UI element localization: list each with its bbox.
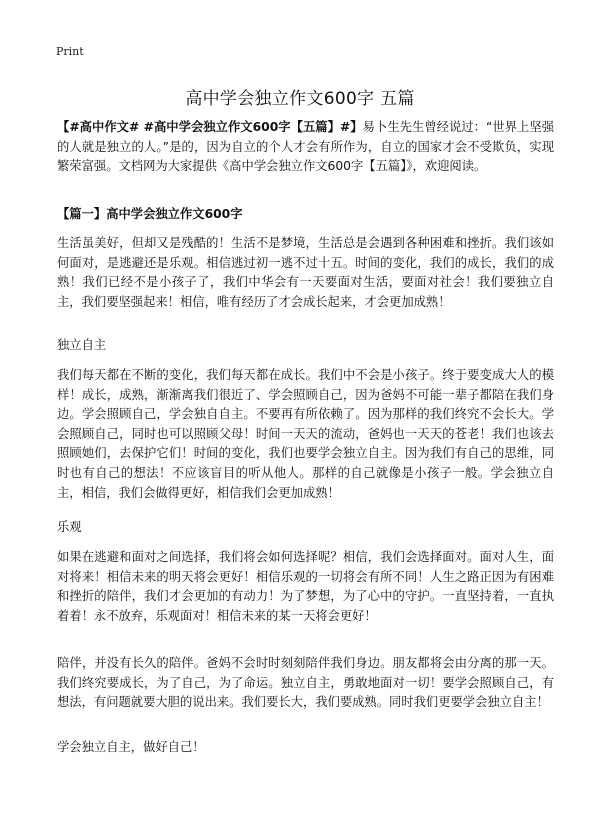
paragraph-2: 我们每天都在不断的变化，我们每天都在成长。我们中不会是小孩子。终于要变成大人的模样！成长，成熟，渐渐离我们很近了、学会照顾自己，因为爸妈不可能一辈子都陪在我们身边。学会照顾自己，学会独自自主。不要再有所依赖了。因为那样的我们终究不会长大。学会照顾自己，同时也可以照顾父母！时间一天天的流动，爸妈也一天天的苍老！我们也该去照顾她们，去保护它们！时间的变化，我们也要学会独立自主。因为我们有自己的思维，同时也有自己的想法！不应该盲目的听从他人。那样的自己就像是小孩子一般。学会独立自主，相信，我们会做得更好，相信我们会更加成熟！ bbox=[57, 368, 554, 500]
paragraph-3: 如果在逃避和面对之间选择，我们将会如何选择呢？相信，我们会选择面对。面对人生，面对将来！相信未来的明天将会更好！相信乐观的一切将会有所不同！人生之路正因为有困难和挫折的陪伴，我们才会更加的有动力！为了梦想，为了心中的守护。一直坚持着，一直执着着！永不放弃，乐观面对！相信未来的某一天将会更好！ bbox=[57, 550, 554, 623]
article-title: 高中学会独立作文600字 五篇 bbox=[185, 89, 415, 109]
print-link[interactable]: Print bbox=[56, 45, 84, 58]
paragraph-4: 陪伴，并没有长久的陪伴。爸妈不会时时刻刻陪伴我们身边。朋友都将会由分离的那一天。我们终究要成长，为了自己，为了命运。独立自主，勇敢地面对一切！要学会照顾自己，有想法，有问题就要大胆的说出来。我们要长大，我们要成熟。同时我们更要学会独立自主！ bbox=[57, 656, 554, 710]
intro-text: 易卜生先生曾经说过：“世界上坚强的人就是独立的人。”是的，因为自立的个人才会有所作为，自立的国家才会不受欺负，实现繁荣富强。文档网为大家提供《高中学会独立作文600字【五篇】》，欢迎阅读。 bbox=[57, 120, 555, 174]
subheading-optimism: 乐观 bbox=[57, 520, 82, 534]
subheading-independence: 独立自主 bbox=[57, 338, 107, 352]
section-title: 【篇一】高中学会独立作文600字 bbox=[57, 207, 243, 221]
intro-tag: 【#高中作文# #高中学会独立作文600字【五篇】#】 bbox=[57, 120, 363, 134]
paragraph-1: 生活虽美好，但却又是残酷的！生活不是梦境，生活总是会遇到各种困难和挫折。我们该如何面对，是逃避还是乐观。相信逃过初一逃不过十五。时间的变化，我们的成长，我们的成熟！我们已经不是小孩子了，我们中华会有一天要面对生活，要面对社会！我们要独立自主，我们要坚强起来！相信，唯有经历了才会成长起来，才会更加成熟！ bbox=[57, 236, 554, 309]
intro-paragraph bbox=[57, 118, 554, 177]
closing-line: 学会独立自主，做好自己！ bbox=[57, 740, 205, 754]
